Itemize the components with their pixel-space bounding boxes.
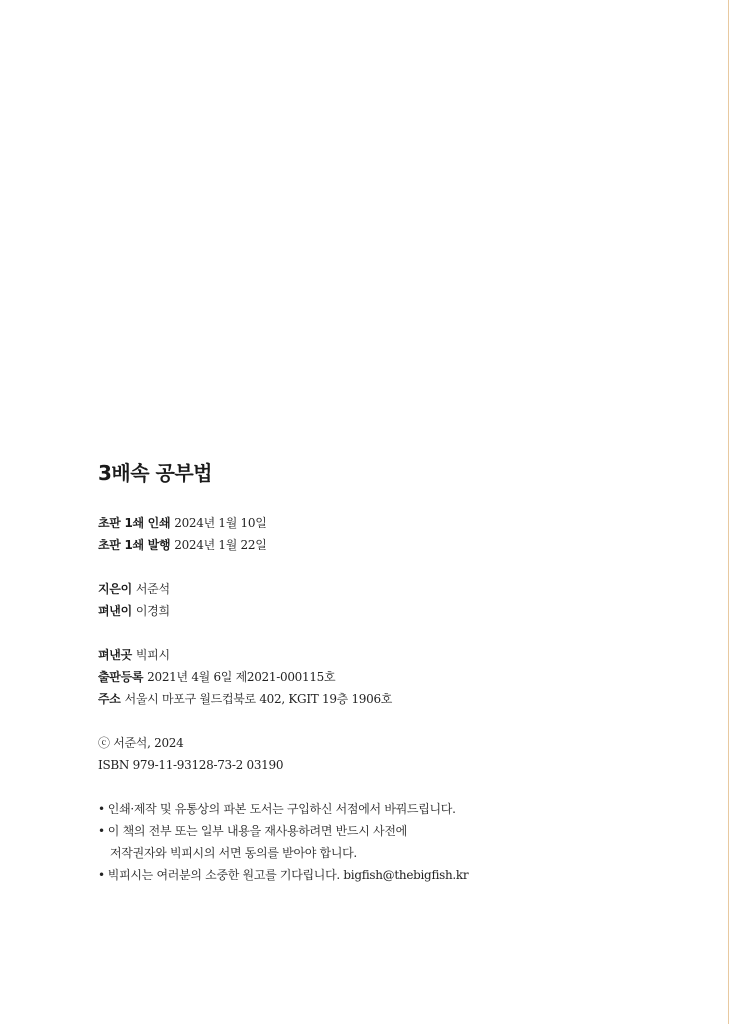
first-print-value: 2024년 1월 10일 xyxy=(174,516,267,530)
book-title: 3배속 공부법 xyxy=(98,461,212,485)
bullet: • xyxy=(98,824,105,838)
registration xyxy=(98,666,698,688)
publishing-house-value: 빅피시 xyxy=(135,648,170,662)
author-value: 서준석 xyxy=(135,582,170,596)
first-print-label: 초판 1쇄 인쇄 xyxy=(98,516,171,530)
address xyxy=(98,688,698,710)
author-label: 지은이 xyxy=(98,582,132,596)
copyright: ⓒ 서준석, 2024 xyxy=(98,736,184,750)
registration-label: 출판등록 xyxy=(98,670,144,684)
isbn: ISBN 979-11-93128-73-2 03190 xyxy=(98,758,284,772)
first-publish-date xyxy=(98,534,698,556)
publishing-house-label: 펴낸곳 xyxy=(98,648,132,662)
first-print-date xyxy=(98,512,698,534)
registration-value: 2021년 4월 6일 제2021-000115호 xyxy=(147,670,336,684)
author xyxy=(98,578,698,600)
note-item xyxy=(98,820,698,842)
note-item xyxy=(98,864,698,886)
note-text: 인쇄·제작 및 유통상의 파본 도서는 구입하신 서점에서 바꿔드립니다. xyxy=(107,802,456,816)
bullet: • xyxy=(98,802,105,816)
address-value: 서울시 마포구 월드컵북로 402, KGIT 19층 1906호 xyxy=(124,692,393,706)
publishing-house xyxy=(98,644,698,666)
note-text: 저작권자와 빅피시의 서면 동의를 받아야 합니다. xyxy=(110,846,357,860)
bullet: • xyxy=(98,868,105,882)
first-publish-label: 초판 1쇄 발행 xyxy=(98,538,171,552)
publisher-person-value: 이경희 xyxy=(135,604,170,618)
address-label: 주소 xyxy=(98,692,121,706)
publisher-person xyxy=(98,600,698,622)
colophon xyxy=(98,458,698,886)
first-publish-value: 2024년 1월 22일 xyxy=(174,538,267,552)
note-item-continued xyxy=(98,842,698,864)
note-text: 빅피시는 여러분의 소중한 원고를 기다립니다. bigfish@thebigfish.kr xyxy=(107,868,469,882)
page-edge-line xyxy=(728,0,729,1024)
note-text: 이 책의 전부 또는 일부 내용을 재사용하려면 반드시 사전에 xyxy=(107,824,407,838)
publisher-person-label: 펴낸이 xyxy=(98,604,132,618)
notes-list xyxy=(98,798,698,886)
note-item xyxy=(98,798,698,820)
